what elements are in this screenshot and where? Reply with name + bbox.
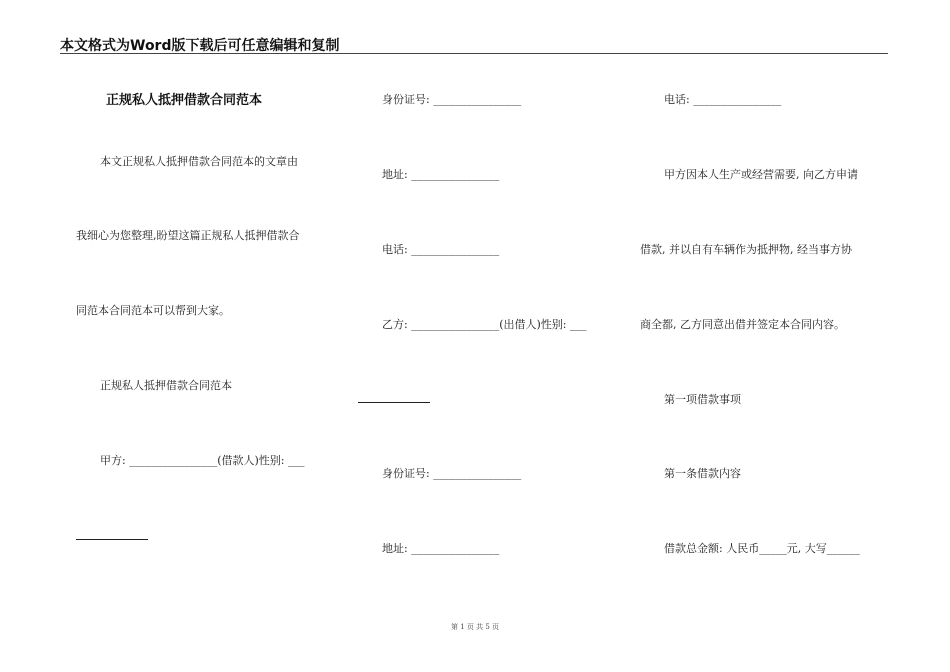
article-heading: 第一条借款内容 — [664, 467, 741, 480]
intro-line-1: 本文正规私人抵押借款合同范本的文章由 — [100, 155, 298, 168]
header-title: 本文格式为Word版下载后可任意编辑和复制 — [60, 38, 340, 54]
column-1 — [76, 0, 326, 672]
section-heading: 第一项借款事项 — [664, 393, 741, 406]
party-a-id-number: 身份证号: ________________ — [382, 93, 522, 106]
party-a-address: 地址: ________________ — [382, 168, 500, 181]
party-b-phone: 电话: ________________ — [664, 93, 782, 106]
blank-underline — [76, 539, 148, 540]
blank-underline — [358, 402, 430, 403]
intro-line-3: 同范本合同范本可以帮到大家。 — [76, 304, 230, 317]
party-b-address: 地址: ________________ — [382, 542, 500, 555]
page-number: 第 1 页 共 5 页 — [450, 623, 500, 631]
purpose-line-3: 商全都, 乙方同意出借并签定本合同内容。 — [640, 318, 845, 331]
party-b-line: 乙方: ________________(出借人)性别: ___ — [382, 318, 587, 331]
column-2 — [358, 0, 613, 672]
loan-amount-line: 借款总金额: 人民币_____元, 大写______ — [664, 542, 860, 555]
party-a-line: 甲方: ________________(借款人)性别: ___ — [100, 454, 305, 467]
section-subtitle: 正规私人抵押借款合同范本 — [100, 379, 232, 392]
document-title: 正规私人抵押借款合同范本 — [106, 93, 263, 108]
purpose-line-2: 借款, 并以自有车辆作为抵押物, 经当事方协 — [640, 243, 852, 256]
party-a-phone: 电话: ________________ — [382, 243, 500, 256]
column-3 — [640, 0, 890, 672]
intro-line-2: 我细心为您整理,盼望这篇正规私人抵押借款合 — [76, 229, 300, 242]
purpose-line-1: 甲方因本人生产或经营需要, 向乙方申请 — [664, 168, 858, 181]
party-b-id-number: 身份证号: ________________ — [382, 467, 522, 480]
